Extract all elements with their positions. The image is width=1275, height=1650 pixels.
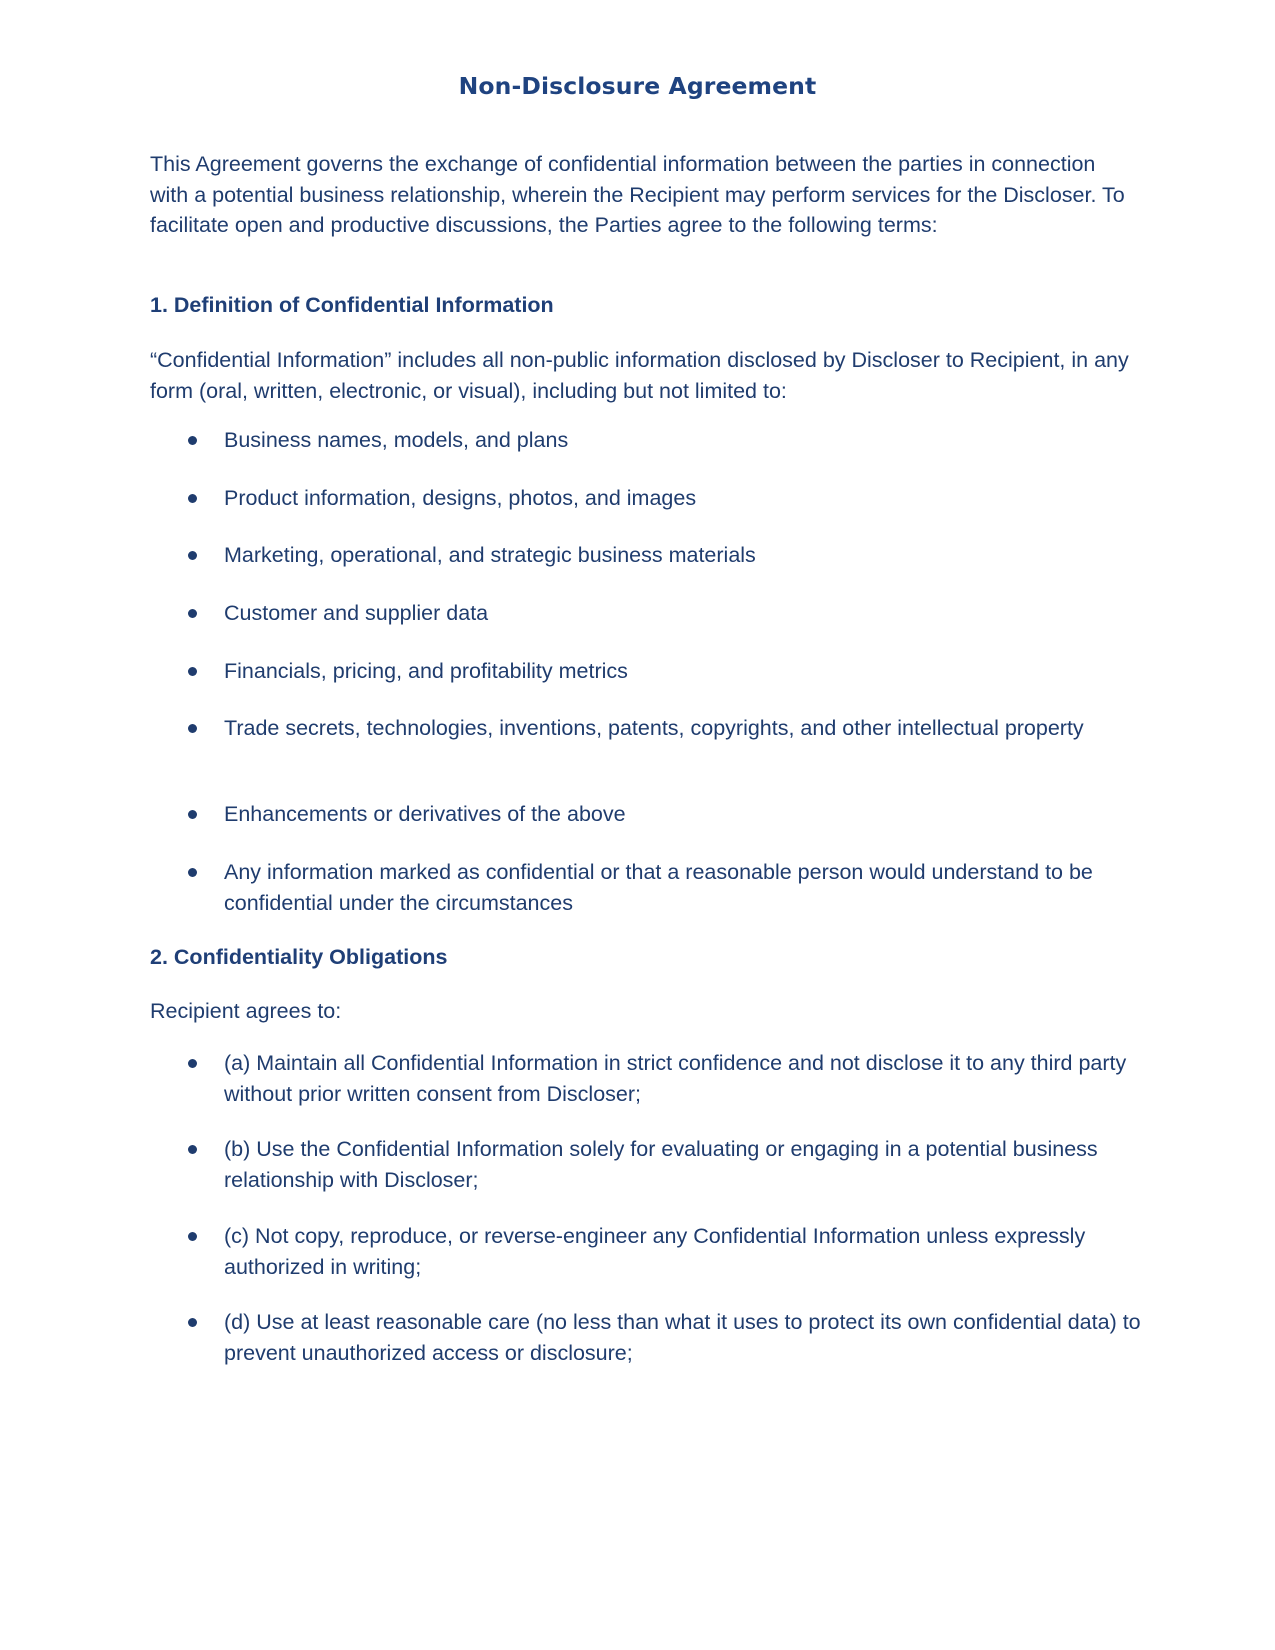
section-2-heading: 2. Confidentiality Obligations bbox=[150, 945, 448, 969]
list-item-text: Marketing, operational, and strategic business materials bbox=[224, 543, 756, 567]
list-item-text: Financials, pricing, and profitability metrics bbox=[224, 659, 628, 683]
intro-paragraph: This Agreement governs the exchange of confidential information between the parties in connection with a potential business relationship, wherein the Recipient may perform services for the Discloser. To facilitate open and productive discussions, the Parties agree to the following terms: bbox=[150, 152, 1125, 237]
list-item-text: Any information marked as confidential or that a reasonable person would understand to be confidential under the circumstances bbox=[224, 860, 1093, 915]
bullet-icon bbox=[188, 551, 197, 560]
bullet-icon bbox=[188, 667, 197, 676]
bullet-icon bbox=[188, 609, 197, 618]
list-item-text: (c) Not copy, reproduce, or reverse-engineer any Confidential Information unless expressly authorized in writing; bbox=[224, 1224, 1086, 1279]
bullet-icon bbox=[188, 724, 197, 733]
section-1-body: “Confidential Information” includes all non-public information disclosed by Discloser to Recipient, in any form (oral, written, electronic, or visual), including but not limited to: bbox=[150, 348, 1129, 403]
bullet-icon bbox=[188, 494, 197, 503]
list-item-text: Product information, designs, photos, and images bbox=[224, 486, 697, 510]
list-item-text: (a) Maintain all Confidential Information in strict confidence and not disclose it to any third party without prior written consent from Discloser; bbox=[224, 1051, 1127, 1106]
document-title: Non-Disclosure Agreement bbox=[458, 72, 817, 100]
list-item-text: Customer and supplier data bbox=[224, 601, 489, 625]
list-item-text: Business names, models, and plans bbox=[224, 428, 569, 452]
bullet-icon bbox=[188, 1059, 197, 1068]
bullet-icon bbox=[188, 1232, 197, 1241]
list-item-text: (d) Use at least reasonable care (no less than what it uses to protect its own confidential data) to prevent unauthorized access or disclosure; bbox=[224, 1310, 1141, 1365]
list-item-text: Enhancements or derivatives of the above bbox=[224, 802, 626, 826]
bullet-icon bbox=[188, 810, 197, 819]
bullet-icon bbox=[188, 868, 197, 877]
bullet-icon bbox=[188, 1318, 197, 1327]
list-item-text: Trade secrets, technologies, inventions, patents, copyrights, and other intellectual property bbox=[224, 716, 1084, 740]
list-item-text: (b) Use the Confidential Information solely for evaluating or engaging in a potential business relationship with Discloser; bbox=[224, 1137, 1098, 1192]
section-1-heading: 1. Definition of Confidential Information bbox=[150, 293, 554, 317]
bullet-icon bbox=[188, 436, 197, 445]
bullet-icon bbox=[188, 1145, 197, 1154]
section-2-body: Recipient agrees to: bbox=[150, 999, 342, 1023]
